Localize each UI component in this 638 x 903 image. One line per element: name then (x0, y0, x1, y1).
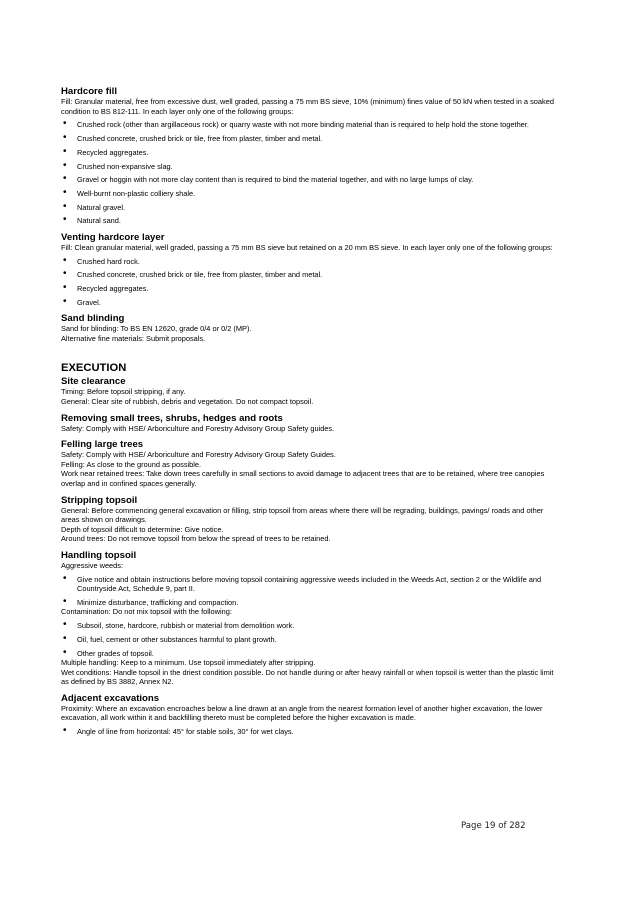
list-item: • Well-burnt non-plastic colliery shale. (61, 189, 561, 198)
list-item: • Give notice and obtain instructions before moving topsoil containing aggressive weeds included in the Weeds Act, section 2 or the Wildlife and Countryside Act, Schedule 9, part II. (61, 575, 561, 594)
list-item: • Crushed rock (other than argillaceous rock) or quarry waste with not more binding material than is required to help hold the stone together. (61, 120, 561, 129)
list-item: • Subsoil, stone, hardcore, rubbish or material from demolition work. (61, 621, 561, 630)
list-item: • Recycled aggregates. (61, 284, 561, 293)
bullet-list (61, 621, 561, 658)
section-heading-removing-trees: Removing small trees, shrubs, hedges and roots (61, 412, 283, 424)
paragraph: Contamination: Do not mix topsoil with the following: (61, 607, 232, 617)
list-item: • Natural sand. (61, 216, 561, 225)
list-item: • Crushed non-expansive slag. (61, 162, 561, 171)
bullet-list (61, 120, 561, 225)
paragraph: Felling: As close to the ground as possible. (61, 459, 202, 469)
section-heading-sand-blinding: Sand blinding (61, 313, 125, 325)
list-item: • Oil, fuel, cement or other substances harmful to plant growth. (61, 635, 561, 644)
bullet-list (61, 575, 561, 608)
list-item: • Gravel or hoggin with not more clay content than is required to bind the material together, and with no large lumps of clay. (61, 175, 561, 184)
paragraph: Proximity: Where an excavation encroaches below a line drawn at an angle from the nearest formation level of another higher excavation, the lower excavation, all work within it and backfilling thereto must be completed before the higher excavation is made. (61, 703, 543, 723)
section-heading-site-clearance: Site clearance (61, 376, 126, 388)
paragraph: Alternative fine materials: Submit proposals. (61, 333, 206, 343)
list-item: • Crushed concrete, crushed brick or tile, free from plaster, timber and metal. (61, 270, 561, 279)
document-page (61, 86, 561, 737)
list-item: • Crushed hard rock. (61, 257, 561, 266)
section-heading-venting-hardcore: Venting hardcore layer (61, 231, 165, 243)
paragraph: Fill: Granular material, free from excessive dust, well graded, passing a 75 mm BS sieve, 10% (minimum) fines value of 50 kN when tested in a soaked condition to BS 812-111. In each layer only one of the following groups: (61, 97, 554, 116)
paragraph: Aggressive weeds: (61, 560, 124, 570)
paragraph: Sand for blinding: To BS EN 12620, grade 0/4 or 0/2 (MP). (61, 324, 252, 334)
bullet-list (61, 257, 561, 308)
paragraph: General: Before commencing general excavation or filling, strip topsoil from areas where there will be regrading, buildings, pavings/ roads and other areas shown on drawings. (61, 505, 544, 525)
execution-heading: EXECUTION (61, 362, 127, 375)
section-heading-stripping-topsoil: Stripping topsoil (61, 494, 138, 506)
paragraph: Wet conditions: Handle topsoil in the driest condition possible. Do not handle during or after heavy rainfall or when topsoil is wetter than the plastic limit as defined by BS 3882, Annex N2. (61, 667, 554, 687)
list-item: • Minimize disturbance, trafficking and compaction. (61, 598, 561, 607)
paragraph: General: Clear site of rubbish, debris and vegetation. Do not compact topsoil. (61, 397, 314, 406)
bullet-list (61, 727, 561, 736)
section-heading-handling-topsoil: Handling topsoil (61, 549, 137, 561)
paragraph: Safety: Comply with HSE/ Arboriculture and Forestry Advisory Group Safety guides. (61, 423, 335, 433)
paragraph: Fill: Clean granular material, well graded, passing a 75 mm BS sieve but retained on a 20 mm BS sieve. In each layer only one of the following groups: (61, 242, 553, 252)
list-item: • Angle of line from horizontal: 45° for stable soils, 30° for wet clays. (61, 727, 561, 736)
list-item: • Crushed concrete, crushed brick or tile, free from plaster, timber and metal. (61, 134, 561, 143)
section-heading-adjacent-excavations: Adjacent excavations (61, 692, 160, 704)
paragraph: Around trees: Do not remove topsoil from below the spread of trees to be retained. (61, 534, 331, 544)
paragraph: Depth of topsoil difficult to determine: Give notice. (61, 524, 224, 534)
list-item: • Gravel. (61, 298, 561, 307)
paragraph: Safety: Comply with HSE/ Arboriculture and Forestry Advisory Group Safety Guides. (61, 450, 336, 460)
page-number: Page 19 of 282 (461, 821, 526, 831)
section-heading-felling-trees: Felling large trees (61, 439, 144, 451)
paragraph: Multiple handling: Keep to a minimum. Use topsoil immediately after stripping. (61, 658, 316, 668)
list-item: • Recycled aggregates. (61, 148, 561, 157)
section-heading-hardcore-fill: Hardcore fill (61, 86, 117, 97)
list-item: • Natural gravel. (61, 203, 561, 212)
list-item: • Other grades of topsoil. (61, 649, 561, 658)
paragraph: Timing: Before topsoil stripping, if any. (61, 387, 186, 397)
paragraph: Work near retained trees: Take down trees carefully in small sections to avoid damage to adjacent trees that are to be retained, where tree canopies overlap and in confined spaces generally. (61, 469, 545, 488)
